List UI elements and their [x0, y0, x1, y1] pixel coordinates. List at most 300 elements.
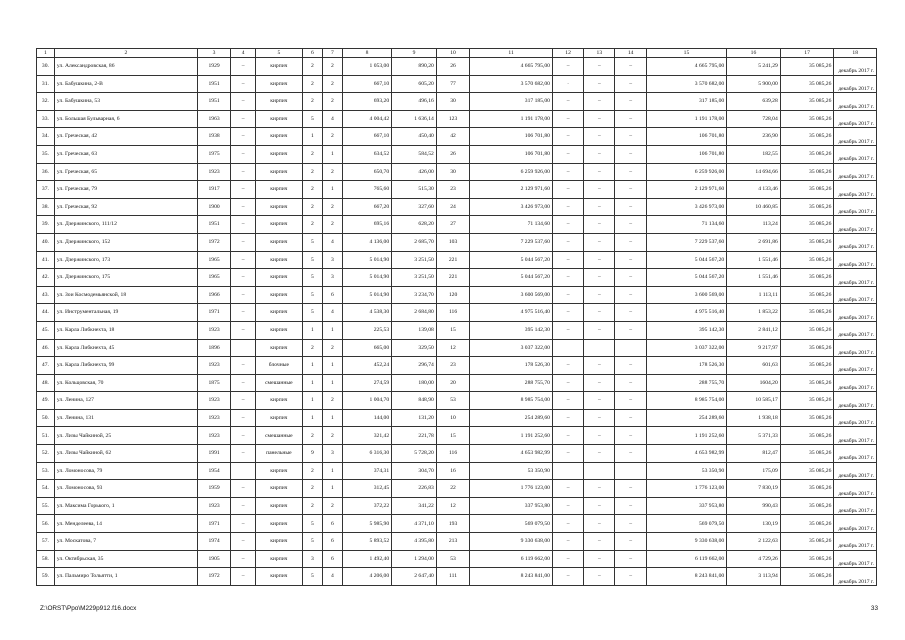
table-cell: –	[615, 497, 646, 515]
table-cell: 1923	[197, 427, 231, 445]
table-cell: –	[231, 145, 256, 163]
table-cell: 1965	[197, 251, 231, 269]
table-cell: 16	[436, 462, 470, 480]
table-cell: 667,20	[342, 198, 391, 216]
table-cell: 71 134,60	[470, 216, 553, 234]
table-cell: –	[552, 145, 583, 163]
column-header: 15	[646, 49, 726, 58]
table-cell: блочные	[255, 357, 302, 375]
table-cell: 1 492,40	[342, 550, 391, 568]
table-cell: –	[615, 181, 646, 199]
table-cell: 26	[436, 145, 470, 163]
table-cell: декабрь 2017 г.	[834, 75, 877, 93]
column-header: 9	[392, 49, 437, 58]
table-cell: –	[231, 304, 256, 322]
table-cell: –	[231, 269, 256, 287]
table-cell: 37.	[37, 181, 55, 199]
table-cell: 8 243 841,00	[470, 568, 553, 586]
table-cell: –	[552, 110, 583, 128]
table-cell: 569 079,50	[470, 515, 553, 533]
table-cell: –	[552, 357, 583, 375]
table-cell: 2	[302, 497, 322, 515]
table-cell: 14 694,66	[727, 163, 781, 181]
table-cell: 48.	[37, 374, 55, 392]
table-cell: 2	[322, 392, 342, 410]
table-cell: –	[231, 286, 256, 304]
table-cell	[231, 462, 256, 480]
table-cell: кирпич	[255, 480, 302, 498]
table-cell: 1965	[197, 269, 231, 287]
table-cell: 1923	[197, 392, 231, 410]
table-cell: 1975	[197, 145, 231, 163]
table-cell: –	[584, 163, 615, 181]
table-cell: 693,20	[342, 93, 391, 111]
table-cell: –	[552, 304, 583, 322]
table-cell: 296,74	[392, 357, 437, 375]
table-cell: –	[584, 198, 615, 216]
table-cell: 139,08	[392, 321, 437, 339]
table-cell: 4 395,80	[392, 533, 437, 551]
table-cell: –	[584, 550, 615, 568]
table-cell	[584, 462, 615, 480]
table-cell: 2	[302, 462, 322, 480]
table-cell: –	[584, 392, 615, 410]
table-cell: 1	[302, 321, 322, 339]
table-cell: 848,90	[392, 392, 437, 410]
table-cell: –	[552, 58, 583, 76]
table-cell: кирпич	[255, 533, 302, 551]
table-cell: 53.	[37, 462, 55, 480]
table-cell: 667,10	[342, 75, 391, 93]
table-cell: 254 289,60	[470, 409, 553, 427]
table-cell: ул. Греческая, 79	[54, 181, 197, 199]
table-cell: 1	[322, 480, 342, 498]
table-cell: 4 371,10	[392, 515, 437, 533]
table-cell: –	[584, 533, 615, 551]
table-cell: 6 259 926,00	[470, 163, 553, 181]
table-cell: –	[615, 568, 646, 586]
table-cell: 1 551,46	[727, 251, 781, 269]
table-cell: 6	[322, 286, 342, 304]
table-cell: 1971	[197, 515, 231, 533]
table-cell: –	[615, 110, 646, 128]
table-cell: 1	[322, 181, 342, 199]
table-cell: 515,30	[392, 181, 437, 199]
table-cell: 35 085,26	[780, 497, 834, 515]
table-cell: ул. Дзержинского, 173	[54, 251, 197, 269]
table-cell: 44.	[37, 304, 55, 322]
table-cell: 71 134,60	[646, 216, 726, 234]
table-cell: –	[584, 497, 615, 515]
table-cell: –	[231, 216, 256, 234]
buildings-table	[36, 48, 877, 586]
table-cell: 35 085,26	[780, 550, 834, 568]
table-row	[37, 181, 877, 199]
table-cell: 337 953,80	[646, 497, 726, 515]
table-cell: 4	[322, 568, 342, 586]
table-cell: 9	[302, 445, 322, 463]
table-cell: 3	[322, 251, 342, 269]
table-cell: 35 085,26	[780, 233, 834, 251]
table-row	[37, 233, 877, 251]
table-cell	[231, 339, 256, 357]
table-cell: 12	[436, 339, 470, 357]
table-cell: 1954	[197, 462, 231, 480]
table-cell: декабрь 2017 г.	[834, 93, 877, 111]
table-cell: 34.	[37, 128, 55, 146]
table-cell: 4 653 982,99	[646, 445, 726, 463]
table-cell: 221,78	[392, 427, 437, 445]
table-cell: 1	[302, 374, 322, 392]
table-cell: смешанные	[255, 374, 302, 392]
table-cell: 1 636,14	[392, 110, 437, 128]
table-cell: –	[615, 286, 646, 304]
table-row	[37, 374, 877, 392]
table-cell: 5	[302, 233, 322, 251]
table-cell: 1929	[197, 58, 231, 76]
table-cell: 601,63	[727, 357, 781, 375]
table-cell: –	[584, 357, 615, 375]
table-cell: 1 191 178,00	[470, 110, 553, 128]
table-cell: –	[584, 75, 615, 93]
table-cell: 106 701,80	[470, 145, 553, 163]
table-cell: 35 085,26	[780, 480, 834, 498]
table-cell: декабрь 2017 г.	[834, 163, 877, 181]
table-row	[37, 462, 877, 480]
table-cell: 35 085,26	[780, 163, 834, 181]
table-cell: –	[615, 550, 646, 568]
table-cell: кирпич	[255, 145, 302, 163]
table-cell: 1951	[197, 216, 231, 234]
table-row	[37, 216, 877, 234]
table-cell: 2	[302, 181, 322, 199]
table-cell: 2	[302, 145, 322, 163]
table-cell: декабрь 2017 г.	[834, 181, 877, 199]
table-cell: 22	[436, 480, 470, 498]
table-cell: 327,60	[392, 198, 437, 216]
table-cell: 1951	[197, 75, 231, 93]
table-cell: 35 085,26	[780, 93, 834, 111]
table-cell: 4	[322, 304, 342, 322]
table-cell: 634,52	[342, 145, 391, 163]
table-cell	[615, 462, 646, 480]
table-cell: 5	[302, 269, 322, 287]
table-row	[37, 497, 877, 515]
table-cell: 221	[436, 269, 470, 287]
table-cell: 10	[436, 409, 470, 427]
table-cell: 395 142,30	[470, 321, 553, 339]
page-number: 33	[870, 605, 878, 612]
table-cell: 236,90	[727, 128, 781, 146]
table-cell: 2	[302, 58, 322, 76]
table-cell: 35 085,26	[780, 339, 834, 357]
table-cell: 56.	[37, 515, 55, 533]
table-cell: ул. Греческая, 42	[54, 128, 197, 146]
table-cell: –	[552, 568, 583, 586]
table-cell: 7 229 537,60	[470, 233, 553, 251]
table-cell: 35 085,26	[780, 145, 834, 163]
table-cell: декабрь 2017 г.	[834, 304, 877, 322]
table-cell: 5 044 567,20	[646, 269, 726, 287]
table-cell: 2	[322, 216, 342, 234]
table-cell: декабрь 2017 г.	[834, 445, 877, 463]
table-cell: –	[615, 58, 646, 76]
table-cell: 3 234,70	[392, 286, 437, 304]
table-cell: 4 133,46	[727, 181, 781, 199]
column-header: 4	[231, 49, 256, 58]
table-row	[37, 427, 877, 445]
table-cell: –	[615, 445, 646, 463]
table-cell: 2	[322, 128, 342, 146]
table-cell: 1875	[197, 374, 231, 392]
table-cell: 130,19	[727, 515, 781, 533]
table-cell: кирпич	[255, 462, 302, 480]
table-cell: 5 985,90	[342, 515, 391, 533]
column-header: 16	[727, 49, 781, 58]
table-cell: 3	[322, 269, 342, 287]
table-cell: –	[552, 409, 583, 427]
table-cell: 628,20	[392, 216, 437, 234]
table-row	[37, 392, 877, 410]
table-cell: декабрь 2017 г.	[834, 321, 877, 339]
table-cell: 4 729,26	[727, 550, 781, 568]
table-cell: 1 191 252,60	[470, 427, 553, 445]
table-cell: 639,28	[727, 93, 781, 111]
table-cell: ул. Ломоносова, 93	[54, 480, 197, 498]
table-cell: 3 570 682,00	[470, 75, 553, 93]
table-cell: 395 142,30	[646, 321, 726, 339]
table-cell: 695,16	[342, 216, 391, 234]
table-cell: декабрь 2017 г.	[834, 550, 877, 568]
table-cell: 1963	[197, 110, 231, 128]
table-cell: ул. Дзержинского, 175	[54, 269, 197, 287]
table-cell: 5 893,52	[342, 533, 391, 551]
table-cell: 3 570 682,00	[646, 75, 726, 93]
table-cell: кирпич	[255, 233, 302, 251]
table-cell: кирпич	[255, 110, 302, 128]
table-cell: 5 014,90	[342, 251, 391, 269]
table-cell: 1959	[197, 480, 231, 498]
table-cell: 2	[302, 93, 322, 111]
table-cell: 106 701,80	[470, 128, 553, 146]
table-cell: 2	[302, 198, 322, 216]
table-cell: 15	[436, 427, 470, 445]
table-cell: 193	[436, 515, 470, 533]
table-cell: 890,20	[392, 58, 437, 76]
table-row	[37, 269, 877, 287]
table-cell: 1923	[197, 497, 231, 515]
table-cell: –	[615, 198, 646, 216]
table-cell: 35 085,26	[780, 216, 834, 234]
table-cell: 120	[436, 286, 470, 304]
table-cell: декабрь 2017 г.	[834, 251, 877, 269]
table-cell: 665,00	[342, 339, 391, 357]
table-cell: 1 191 178,00	[646, 110, 726, 128]
table-cell: 43.	[37, 286, 55, 304]
table-cell: 2	[322, 75, 342, 93]
table-cell: –	[584, 515, 615, 533]
table-cell: –	[584, 286, 615, 304]
table-cell: декабрь 2017 г.	[834, 145, 877, 163]
column-header: 5	[255, 49, 302, 58]
table-cell: декабрь 2017 г.	[834, 427, 877, 445]
table-cell: 1	[322, 321, 342, 339]
table-cell: 55.	[37, 497, 55, 515]
table-cell: 2	[322, 427, 342, 445]
table-cell: 1938	[197, 128, 231, 146]
table-cell: –	[552, 181, 583, 199]
table-cell: 3 251,50	[392, 269, 437, 287]
table-cell: –	[231, 233, 256, 251]
table-cell: –	[615, 480, 646, 498]
table-cell: –	[584, 445, 615, 463]
table-cell: –	[615, 304, 646, 322]
table-cell: 274,59	[342, 374, 391, 392]
table-cell: 8 243 841,00	[646, 568, 726, 586]
table-cell: 3 600 569,00	[646, 286, 726, 304]
table-cell: кирпич	[255, 321, 302, 339]
table-cell: –	[584, 181, 615, 199]
column-header: 14	[615, 49, 646, 58]
table-cell: 1923	[197, 357, 231, 375]
table-cell: 1	[302, 128, 322, 146]
table-cell	[584, 339, 615, 357]
table-cell: –	[615, 357, 646, 375]
table-cell: 1 776 123,00	[646, 480, 726, 498]
table-cell	[552, 339, 583, 357]
table-cell: ул. Дзержинского, 152	[54, 233, 197, 251]
table-cell: –	[615, 392, 646, 410]
table-cell: 35 085,26	[780, 374, 834, 392]
table-cell: 4	[322, 110, 342, 128]
table-cell: –	[615, 533, 646, 551]
table-row	[37, 145, 877, 163]
table-cell: панельные	[255, 445, 302, 463]
table-cell: ул. Карла Либкнехта, 99	[54, 357, 197, 375]
table-cell: 180,00	[392, 374, 437, 392]
table-cell: –	[615, 128, 646, 146]
table-cell: ул. Москатова, 7	[54, 533, 197, 551]
table-cell: смешанные	[255, 427, 302, 445]
table-cell: –	[584, 409, 615, 427]
column-header: 12	[552, 49, 583, 58]
table-cell: 9 217,97	[727, 339, 781, 357]
table-cell: 667,10	[342, 128, 391, 146]
table-cell: –	[231, 515, 256, 533]
table-cell: 1900	[197, 198, 231, 216]
table-cell: кирпич	[255, 269, 302, 287]
table-cell	[552, 462, 583, 480]
table-cell: 1 053,00	[342, 58, 391, 76]
table-cell: ·	[552, 75, 583, 93]
table-cell: 35 085,26	[780, 304, 834, 322]
table-cell: кирпич	[255, 497, 302, 515]
table-cell: 42.	[37, 269, 55, 287]
table-cell: кирпич	[255, 304, 302, 322]
table-cell: 31.	[37, 75, 55, 93]
file-path: Z:\ORST\Ppo\M229p912.f16.docx	[40, 605, 137, 612]
table-cell: декабрь 2017 г.	[834, 497, 877, 515]
table-cell: 131,20	[392, 409, 437, 427]
table-cell: 4 975 516,40	[470, 304, 553, 322]
table-cell: 5 044 567,20	[646, 251, 726, 269]
table-cell: –	[584, 480, 615, 498]
table-cell: 52.	[37, 445, 55, 463]
table-cell: 6	[322, 515, 342, 533]
table-cell: декабрь 2017 г.	[834, 128, 877, 146]
column-header: 17	[780, 49, 834, 58]
table-cell: ул. Бабушкина, 2-В	[54, 75, 197, 93]
table-cell: –	[231, 181, 256, 199]
table-cell: 20	[436, 374, 470, 392]
table-row	[37, 163, 877, 181]
table-cell: –	[231, 58, 256, 76]
table-cell: 372,22	[342, 497, 391, 515]
table-cell: декабрь 2017 г.	[834, 110, 877, 128]
table-cell: 4 136,00	[342, 233, 391, 251]
table-cell: 35 085,26	[780, 568, 834, 586]
table-row	[37, 515, 877, 533]
table-cell: 6 119 662,00	[470, 550, 553, 568]
table-cell: 2	[302, 480, 322, 498]
table-cell: 3 037 322,00	[646, 339, 726, 357]
table-cell: 1	[302, 409, 322, 427]
table-cell: 3 251,50	[392, 251, 437, 269]
table-cell: 58.	[37, 550, 55, 568]
table-cell: 312,45	[342, 480, 391, 498]
table-cell: кирпич	[255, 181, 302, 199]
table-cell: 650,70	[342, 163, 391, 181]
table-cell: 2	[322, 93, 342, 111]
table-cell: 317 185,00	[646, 93, 726, 111]
table-row	[37, 445, 877, 463]
table-cell: декабрь 2017 г.	[834, 533, 877, 551]
table-cell: –	[231, 128, 256, 146]
table-cell: –	[615, 427, 646, 445]
table-row	[37, 304, 877, 322]
table-cell: –	[584, 269, 615, 287]
table-cell: 2	[302, 163, 322, 181]
table-cell: декабрь 2017 г.	[834, 198, 877, 216]
table-cell	[615, 339, 646, 357]
table-cell: 341,22	[392, 497, 437, 515]
table-cell: 27	[436, 216, 470, 234]
table-cell: –	[552, 515, 583, 533]
table-cell: ул. Ленина, 127	[54, 392, 197, 410]
table-cell: –	[552, 233, 583, 251]
table-cell: 2 129 971,60	[470, 181, 553, 199]
table-cell: 45.	[37, 321, 55, 339]
table-cell: 4 206,00	[342, 568, 391, 586]
table-cell: декабрь 2017 г.	[834, 286, 877, 304]
column-header: 13	[584, 49, 615, 58]
table-cell: ул. Карла Либкнехта, 18	[54, 321, 197, 339]
table-cell: –	[584, 93, 615, 111]
table-cell: 1991	[197, 445, 231, 463]
table-cell: 452,24	[342, 357, 391, 375]
table-cell: 317 185,00	[470, 93, 553, 111]
table-cell: 2 122,63	[727, 533, 781, 551]
table-cell: 496,16	[392, 93, 437, 111]
table-cell: кирпич	[255, 409, 302, 427]
table-cell: 7 830,19	[727, 480, 781, 498]
table-cell: кирпич	[255, 58, 302, 76]
table-cell: 1	[322, 409, 342, 427]
table-cell: 226,83	[392, 480, 437, 498]
table-cell: 40.	[37, 233, 55, 251]
table-cell: 35 085,26	[780, 75, 834, 93]
table-row	[37, 93, 877, 111]
